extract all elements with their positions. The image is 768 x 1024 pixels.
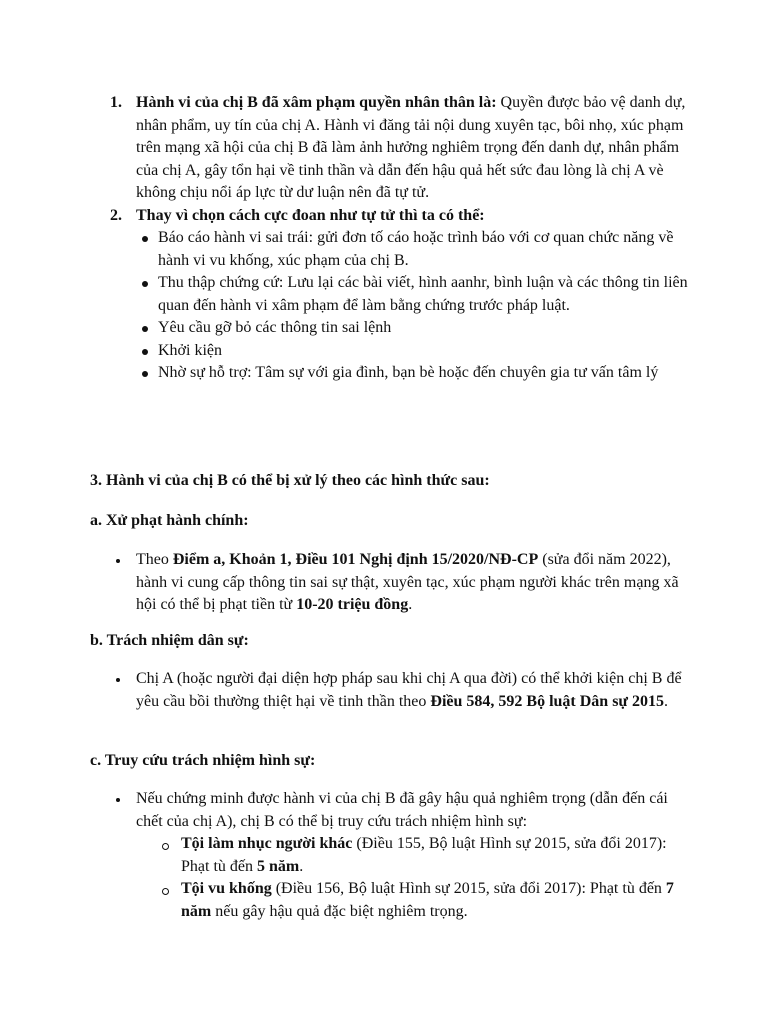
item-1-heading: Hành vi của chị B đã xâm phạm quyền nhân thân là: [136, 94, 497, 111]
item-number: 2. [110, 206, 122, 224]
subsection-b-heading: b. Trách nhiệm dân sự: [90, 632, 249, 649]
subsection-a-heading: a. Xử phạt hành chính: [90, 512, 249, 529]
item-number: 1. [110, 94, 122, 111]
bullet-list [136, 227, 690, 385]
subsection-a-paragraph: Theo Điểm a, Khoản 1, Điều 101 Nghị định 15/2020/NĐ-CP (sửa đổi năm 2022), hành vi cung cấp thông tin sai sự thật, xuyên tạc, xúc phạm người khác trên mạng xã hội có thể bị phạt tiền từ 10-20 triệu đồng. [110, 549, 690, 617]
sub-list-item: Tội vu khống (Điều 156, Bộ luật Hình sự 2015, sửa đổi 2017): Phạt tù đến 7 năm nếu gây hậu quả đặc biệt nghiêm trọng. [158, 878, 690, 923]
list-item-2 [110, 205, 690, 385]
section-3-heading: 3. Hành vi của chị B có thể bị xử lý theo các hình thức sau: [90, 472, 490, 489]
bullet-icon [116, 559, 120, 563]
item-2-heading: Thay vì chọn cách cực đoan như tự tử thì ta có thể: [136, 206, 485, 224]
bullet-icon [142, 349, 148, 355]
circle-bullet-icon [162, 888, 169, 895]
bullet-icon [142, 281, 148, 287]
bullet-item: Báo cáo hành vi sai trái: gửi đơn tố cáo hoặc trình báo với cơ quan chức năng về hành vi vu khống, xúc phạm của chị B. [136, 227, 690, 272]
bullet-item: Nhờ sự hỗ trợ: Tâm sự với gia đình, bạn bè hoặc đến chuyên gia tư vấn tâm lý [136, 362, 690, 385]
list-item-1 [110, 92, 690, 205]
numbered-list [110, 92, 690, 385]
subsection-c-paragraph: Nếu chứng minh được hành vi của chị B đã gây hậu quả nghiêm trọng (dẫn đến cái chết của chị A), chị B có thể bị truy cứu trách nhiệm hình sự: Tội làm nhục người khác (Điều 155, Bộ luật Hình sự 2015, sửa đổi 2017): Phạt tù đến 5 năm. Tội vu khống (Điều 156, Bộ luật Hình sự 2015, sửa đổi 2017): Phạt tù đến 7 năm nếu gây hậu quả đặc biệt nghiêm trọng. [110, 788, 690, 923]
bullet-icon [116, 678, 120, 682]
item-1-text: Quyền được bảo vệ danh dự, nhân phẩm, uy tín của chị A. Hành vi đăng tải nội dung xuyên tạc, bôi nhọ, xúc phạm trên mạng xã hội của chị B đã làm ảnh hưởng nghiêm trọng đến danh dự, nhân phẩm của chị A, gây tổn hại về tinh thần và dẫn đến hậu quả hết sức đau lòng là chị A vè không chịu nổi áp lực từ dư luận nên đã tự tử. [136, 94, 686, 201]
bullet-icon [142, 371, 148, 377]
sub-list [136, 833, 690, 923]
bullet-icon [142, 236, 148, 242]
subsection-b-paragraph: Chị A (hoặc người đại diện hợp pháp sau khi chị A qua đời) có thể khởi kiện chị B để yêu cầu bồi thường thiệt hại về tinh thần theo Điều 584, 592 Bộ luật Dân sự 2015. [110, 668, 690, 713]
bullet-item: Thu thập chứng cứ: Lưu lại các bài viết, hình aanhr, bình luận và các thông tin liên quan đến hành vi xâm phạm để làm bằng chứng trước pháp luật. [136, 272, 690, 317]
bullet-icon [116, 798, 120, 802]
subsection-c-heading: c. Truy cứu trách nhiệm hình sự: [90, 752, 316, 769]
bullet-item: Khởi kiện [136, 340, 690, 363]
bullet-icon [142, 326, 148, 332]
bullet-item: Yêu cầu gỡ bỏ các thông tin sai lệnh [136, 317, 690, 340]
sub-list-item: Tội làm nhục người khác (Điều 155, Bộ luật Hình sự 2015, sửa đổi 2017): Phạt tù đến 5 năm. [158, 833, 690, 878]
circle-bullet-icon [162, 843, 169, 850]
